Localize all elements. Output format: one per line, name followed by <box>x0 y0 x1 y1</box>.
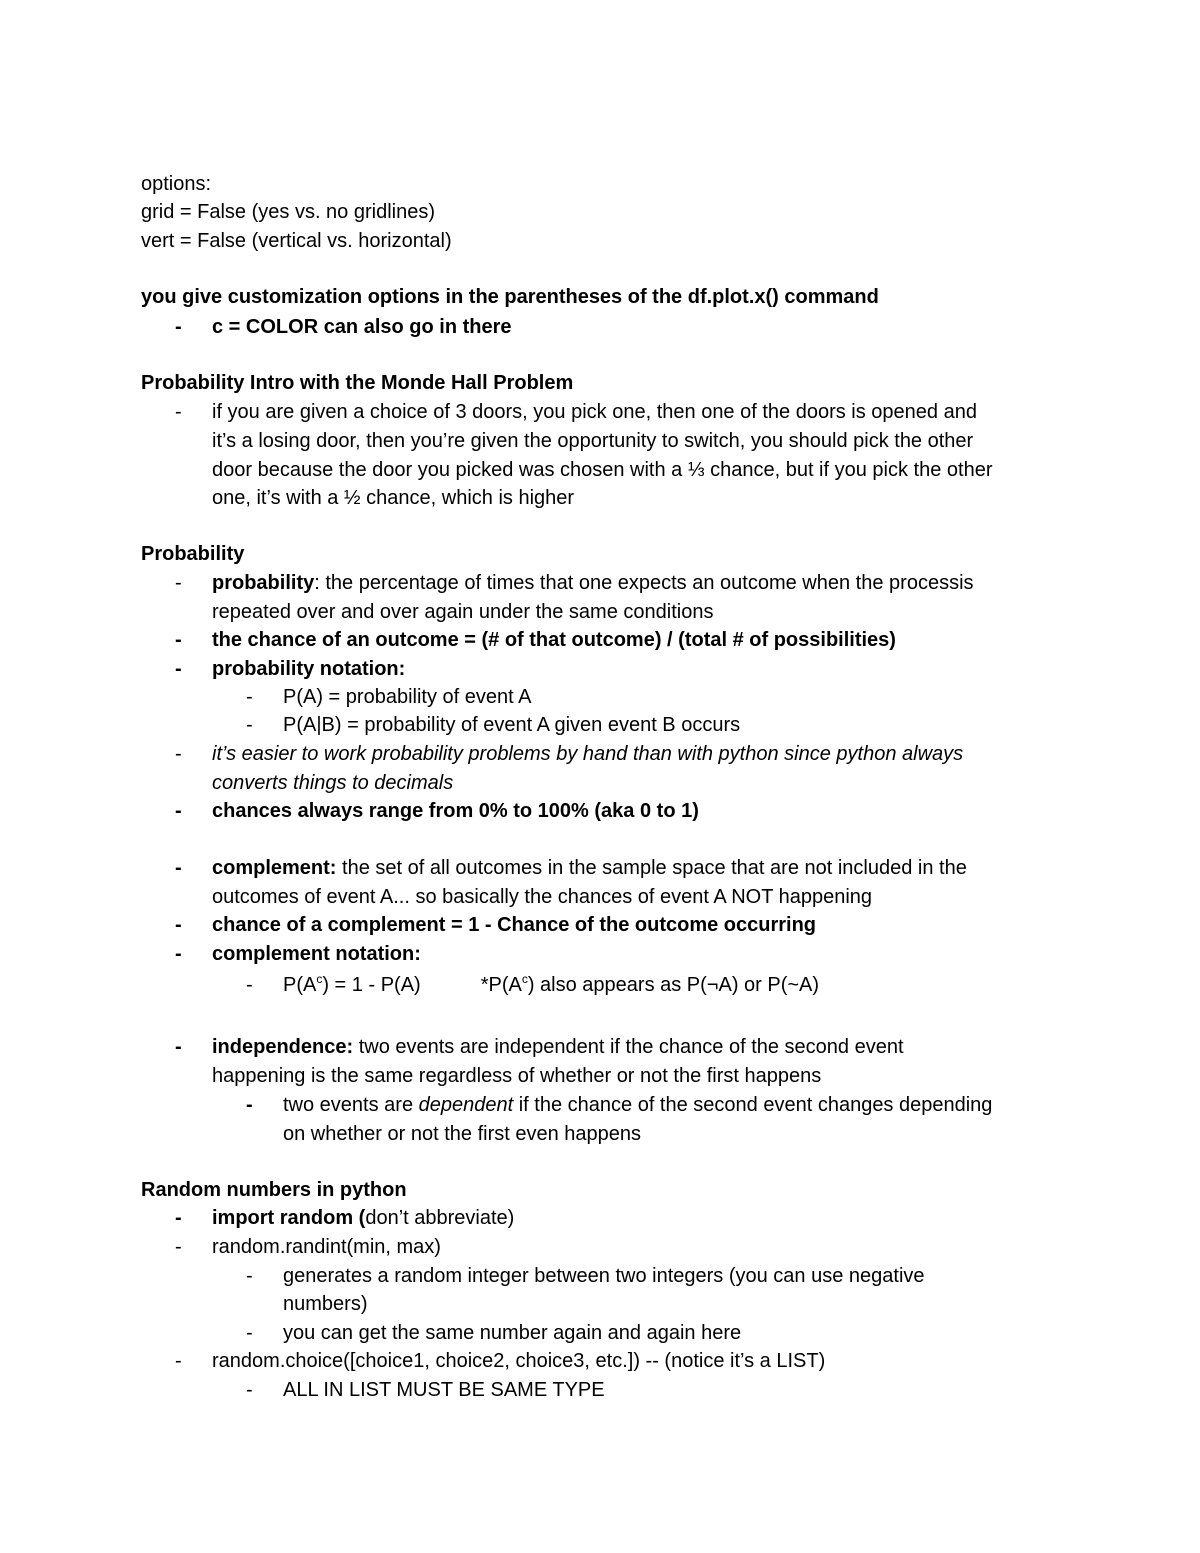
bullet-dash: - <box>175 1207 182 1229</box>
bullet-dash: - <box>175 316 182 338</box>
dependent-term: dependent <box>418 1094 514 1116</box>
choice-line: random.choice([choice1, choice2, choice3, etc.]) -- (notice it’s a LIST) <box>212 1350 826 1372</box>
color-note: c = COLOR can also go in there <box>212 316 512 338</box>
monty-line-2: it’s a losing door, then you’re given the opportunity to switch, you should pick the other <box>212 430 974 452</box>
options-heading: options: <box>141 173 212 195</box>
bullet-dash: - <box>175 857 182 879</box>
bullet-dash: - <box>246 1322 253 1344</box>
easier-note-line-2: converts things to decimals <box>212 772 454 794</box>
bullet-dash: - <box>175 629 182 651</box>
import-bold: import random ( <box>212 1207 366 1229</box>
complement-term: complement: <box>212 857 337 879</box>
import-random <box>212 1205 514 1231</box>
dependent-note <box>283 1092 992 1118</box>
independence-def-line-2: happening is the same regardless of whether or not the first happens <box>212 1065 822 1087</box>
complement-def-line-2: outcomes of event A... so basically the chances of event A NOT happening <box>212 886 873 908</box>
bullet-dash: - <box>175 1350 182 1372</box>
chance-formula: the chance of an outcome = (# of that outcome) / (total # of possibilities) <box>212 629 896 651</box>
randint-desc-line-1: generates a random integer between two integers (you can use negative <box>283 1265 925 1287</box>
bullet-dash: - <box>175 401 182 423</box>
monty-line-1: if you are given a choice of 3 doors, you pick one, then one of the doors is opened and <box>212 401 977 423</box>
bullet-dash: - <box>175 1236 182 1258</box>
random-heading: Random numbers in python <box>141 1179 407 1201</box>
independence-def-text: two events are independent if the chance of the second event <box>353 1036 904 1058</box>
bullet-dash: - <box>175 572 182 594</box>
randint-desc-line-2: numbers) <box>283 1293 368 1315</box>
monty-heading: Probability Intro with the Monde Hall Problem <box>141 372 574 394</box>
grid-option: grid = False (yes vs. no gridlines) <box>141 201 436 223</box>
notation-heading: probability notation: <box>212 658 406 680</box>
range-note: chances always range from 0% to 100% (aka 0 to 1) <box>212 800 699 822</box>
probability-heading: Probability <box>141 543 245 565</box>
vert-option: vert = False (vertical vs. horizontal) <box>141 230 452 252</box>
probability-def-text: : the percentage of times that one expects an outcome when the processis <box>314 572 974 594</box>
complement-def-text: the set of all outcomes in the sample space that are not included in the <box>336 857 967 879</box>
probability-definition <box>212 570 974 596</box>
bullet-dash: - <box>175 1036 182 1058</box>
bullet-dash: - <box>246 1094 253 1116</box>
dependent-note-line-2: on whether or not the first even happens <box>283 1123 642 1145</box>
probability-term: probability <box>212 572 315 594</box>
randint-line: random.randint(min, max) <box>212 1236 441 1258</box>
bullet-dash: - <box>175 914 182 936</box>
bullet-dash: - <box>246 1265 253 1287</box>
bullet-dash: - <box>175 658 182 680</box>
import-rest: don’t abbreviate) <box>365 1207 515 1229</box>
dependent-text: if the chance of the second event changes depending <box>513 1094 993 1116</box>
bullet-dash: - <box>246 974 253 996</box>
bullet-dash: - <box>246 1379 253 1401</box>
independence-definition <box>212 1034 904 1060</box>
complement-notation-heading: complement notation: <box>212 943 421 965</box>
bullet-dash: - <box>175 943 182 965</box>
bullet-dash: - <box>246 714 253 736</box>
probability-def-line-2: repeated over and over again under the same conditions <box>212 601 714 623</box>
easier-note-line-1: it’s easier to work probability problems by hand than with python since python always <box>212 743 964 765</box>
bullet-dash: - <box>175 800 182 822</box>
pab-notation: P(A|B) = probability of event A given event B occurs <box>283 714 741 736</box>
pa-notation: P(A) = probability of event A <box>283 686 532 708</box>
monty-line-4: one, it’s with a ½ chance, which is higher <box>212 487 575 509</box>
dependent-text: two events are <box>283 1094 419 1116</box>
choice-type-note: ALL IN LIST MUST BE SAME TYPE <box>283 1379 605 1401</box>
complement-chance: chance of a complement = 1 - Chance of the outcome occurring <box>212 914 817 936</box>
complement-formula <box>283 972 819 1000</box>
monty-line-3: door because the door you picked was chosen with a ⅓ chance, but if you pick the other <box>212 459 993 481</box>
formula-part: ) also appears as P(¬A) or P(~A) <box>527 974 820 996</box>
customization-heading: you give customization options in the parentheses of the df.plot.x() command <box>141 286 879 308</box>
formula-part: P(A <box>283 974 317 996</box>
independence-term: independence: <box>212 1036 354 1058</box>
bullet-dash: - <box>246 686 253 708</box>
complement-definition <box>212 855 967 881</box>
superscript-c: c <box>316 972 323 986</box>
randint-same-note: you can get the same number again and again here <box>283 1322 742 1344</box>
superscript-c: c <box>521 972 528 986</box>
formula-part: ) = 1 - P(A) <box>322 974 421 996</box>
bullet-dash: - <box>175 743 182 765</box>
formula-part: *P(A <box>480 974 522 996</box>
